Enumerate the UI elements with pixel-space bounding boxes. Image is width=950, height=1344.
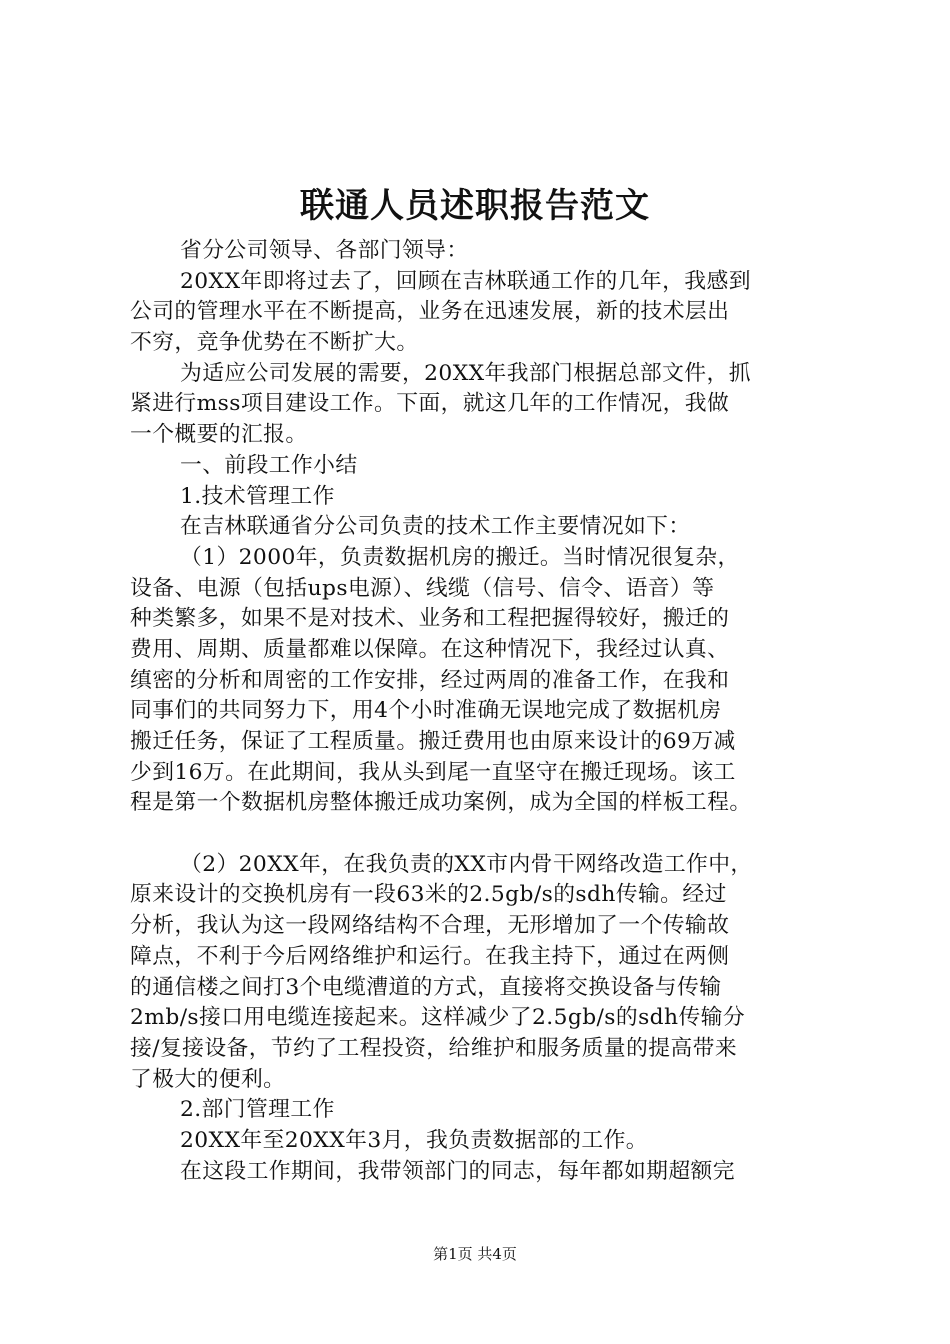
body-line: 种类繁多，如果不是对技术、业务和工程把握得较好，搬迁的 xyxy=(130,606,730,632)
body-line: 在吉林联通省分公司负责的技术工作主要情况如下： xyxy=(180,514,691,540)
body-line: 程是第一个数据机房整体搬迁成功案例，成为全国的样板工程。 xyxy=(130,790,752,816)
body-line: 分析，我认为这一段网络结构不合理，无形增加了一个传输故 xyxy=(130,913,730,939)
body-line: 20XX年即将过去了，回顾在吉林联通工作的几年，我感到 xyxy=(180,268,751,294)
body-line: 费用、周期、质量都难以保障。在这种情况下，我经过认真、 xyxy=(130,636,730,662)
body-line: 接/复接设备，节约了工程投资，给维护和服务质量的提高带来 xyxy=(130,1035,738,1061)
body-line: 省分公司领导、各部门领导： xyxy=(180,238,469,263)
body-line: 20XX年至20XX年3月，我负责数据部的工作。 xyxy=(180,1127,648,1153)
body-line: 原来设计的交换机房有一段63米的2.5gb/s的sdh传输。经过 xyxy=(130,882,727,908)
body-line: 公司的管理水平在不断提高，业务在迅速发展，新的技术层出 xyxy=(130,299,730,325)
body-line: 2.部门管理工作 xyxy=(180,1097,335,1123)
body-line: 一、前段工作小结 xyxy=(180,452,358,478)
body-line: 一个概要的汇报。 xyxy=(130,422,308,448)
body-line: 同事们的共同努力下，用4个小时准确无误地完成了数据机房 xyxy=(130,698,722,724)
blank-line xyxy=(130,819,830,850)
body-line: 了极大的便利。 xyxy=(130,1066,286,1092)
body-line: 设备、电源（包括ups电源）、线缆（信号、信令、语音）等 xyxy=(130,575,715,601)
body-line: 为适应公司发展的需要，20XX年我部门根据总部文件，抓 xyxy=(180,360,751,386)
body-line: 障点，不利于今后网络维护和运行。在我主持下，通过在两侧 xyxy=(130,943,730,969)
page-footer: 第1页 共4页 xyxy=(433,1245,517,1263)
body-line: 紧进行mss项目建设工作。下面，就这几年的工作情况，我做 xyxy=(130,391,730,417)
body-line: 不穷，竞争优势在不断扩大。 xyxy=(130,330,419,356)
document-body xyxy=(130,236,830,1187)
body-line: 少到16万。在此期间，我从头到尾一直坚守在搬迁现场。该工 xyxy=(130,759,736,785)
body-line: 1.技术管理工作 xyxy=(180,483,335,509)
body-line: （2）20XX年，在我负责的XX市内骨干网络改造工作中， xyxy=(180,851,753,877)
body-line: 的通信楼之间打3个电缆漕道的方式，直接将交换设备与传输 xyxy=(130,974,722,1000)
body-line: 搬迁任务，保证了工程质量。搬迁费用也由原来设计的69万减 xyxy=(130,729,736,754)
body-line: 缜密的分析和周密的工作安排，经过两周的准备工作，在我和 xyxy=(130,667,730,693)
body-line: 2mb/s接口用电缆连接起来。这样减少了2.5gb/s的sdh传输分 xyxy=(130,1005,746,1031)
body-line: 在这段工作期间，我带领部门的同志，每年都如期超额完 xyxy=(180,1158,735,1184)
document-title: 联通人员述职报告范文 xyxy=(300,186,650,226)
body-line: （1）2000年，负责数据机房的搬迁。当时情况很复杂， xyxy=(180,544,740,570)
